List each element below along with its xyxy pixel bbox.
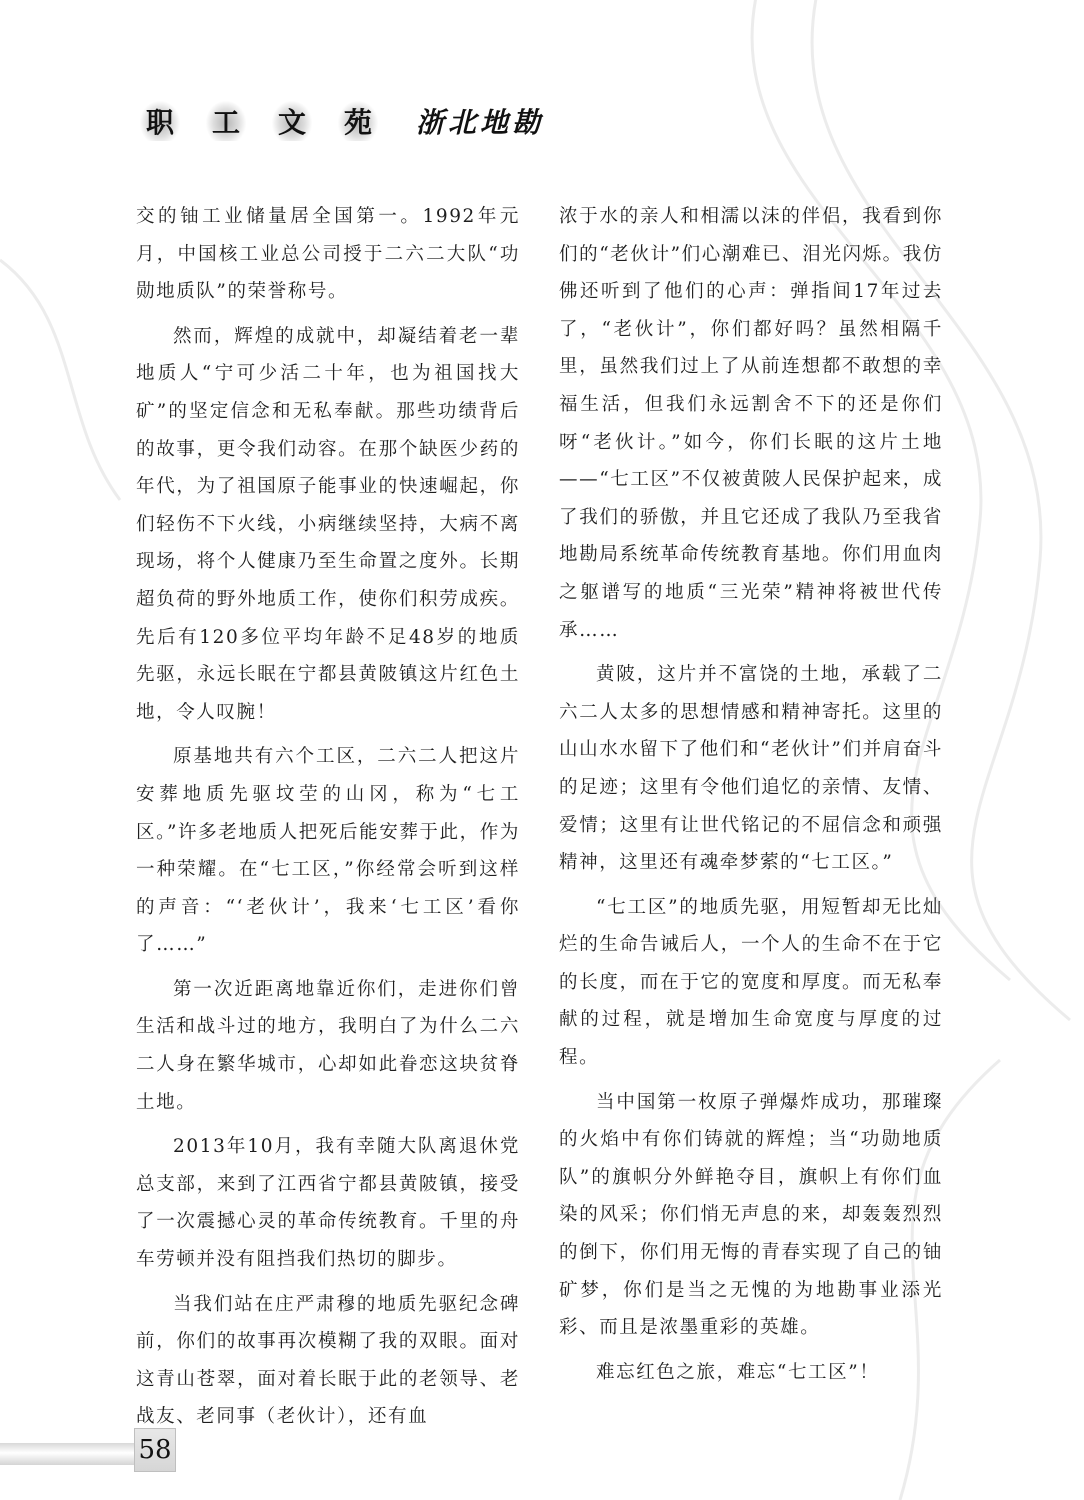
paragraph: 当中国第一枚原子弹爆炸成功，那璀璨的火焰中有你们铸就的辉煌；当“功勋地质队”的旗帜分外鲜艳夺目，旗帜上有你们血染的风采；你们悄无声息的来，却轰轰烈烈的倒下，你们用无悔的青春实现了自己的铀矿梦，你们是当之无愧的为地勘事业添光彩、而且是浓墨重彩的英雄。 (559, 1091, 943, 1339)
paragraph: 黄陂，这片并不富饶的土地，承载了二六二人太多的思想情感和精神寄托。这里的山山水水留下了他们和“老伙计”们并肩奋斗的足迹；这里有令他们追忆的亲情、友情、爱情；这里有让世代铭记的不屈信念和顽强精神，这里还有魂牵梦萦的“七工区。” (559, 664, 943, 874)
page-number: 58 (134, 1428, 176, 1472)
paragraph: 浓于水的亲人和相濡以沫的伴侣，我看到你们的“老伙计”们心潮难已、泪光闪烁。我仿佛还听到了他们的心声：弹指间17年过去了，“老伙计”，你们都好吗？虽然相隔千里，虽然我们过上了从前连想都不敢想的幸福生活，但我们永远割舍不下的还是你们呀“老伙计。”如今，你们长眠的这片土地——“七工区”不仅被黄陂人民保护起来，成了我们的骄傲，并且它还成了我队乃至我省地勘局系统革命传统教育基地。你们用血肉之躯谱写的地质“三光荣”精神将被世代传承…… (559, 206, 943, 641)
paragraph: 交的铀工业储量居全国第一。1992年元月，中国核工业总公司授于二六二大队“功勋地质队”的荣誉称号。 (136, 206, 520, 303)
paragraph: 然而，辉煌的成就中，却凝结着老一辈地质人“宁可少活二十年，也为祖国找大矿”的坚定信念和无私奉献。那些功绩背后的故事，更令我们动容。在那个缺医少药的年代，为了祖国原子能事业的快速崛起，你们轻伤不下火线，小病继续坚持，大病不离现场，将个人健康乃至生命置之度外。长期超负荷的野外地质工作，使你们积劳成疾。先后有120多位平均年龄不足48岁的地质先驱，永远长眠在宁都县黄陂镇这片红色土地，令人叹腕！ (136, 325, 520, 723)
paragraph: 原基地共有六个工区，二六二人把这片安葬地质先驱坟茔的山冈，称为“七工区。”许多老地质人把死后能安葬于此，作为一种荣耀。在“七工区，”你经常会听到这样的声音：“‘老伙计’，我来‘七工区’看你了……” (136, 746, 520, 956)
right-text-column (559, 198, 943, 1391)
page-number-bar (0, 1443, 138, 1465)
paragraph: 难忘红色之旅，难忘“七工区”！ (596, 1361, 880, 1383)
header-badge-4: 苑 (338, 101, 378, 141)
left-text-column (136, 198, 520, 1436)
header-badge-3: 文 (272, 101, 312, 141)
section-header (140, 96, 544, 146)
paragraph: 第一次近距离地靠近你们，走进你们曾生活和战斗过的地方，我明白了为什么二六二人身在繁华城市，心却如此眷恋这块贫脊土地。 (136, 978, 520, 1113)
paragraph: 2013年10月，我有幸随大队离退休党总支部，来到了江西省宁都县黄陂镇，接受了一次震撼心灵的革命传统教育。千里的舟车劳顿并没有阻挡我们热切的脚步。 (136, 1136, 520, 1271)
header-badge-1: 职 (140, 101, 180, 141)
publication-title: 浙北地勘 (416, 106, 545, 139)
paragraph: “七工区”的地质先驱，用短暂却无比灿烂的生命告诫后人，一个人的生命不在于它的长度，而在于它的宽度和厚度。而无私奉献的过程，就是增加生命宽度与厚度的过程。 (559, 896, 943, 1069)
paragraph: 当我们站在庄严肃穆的地质先驱纪念碑前，你们的故事再次模糊了我的双眼。面对这青山苍翠，面对着长眠于此的老领导、老战友、老同事（老伙计），还有血 (136, 1293, 520, 1428)
header-badge-2: 工 (206, 101, 246, 141)
